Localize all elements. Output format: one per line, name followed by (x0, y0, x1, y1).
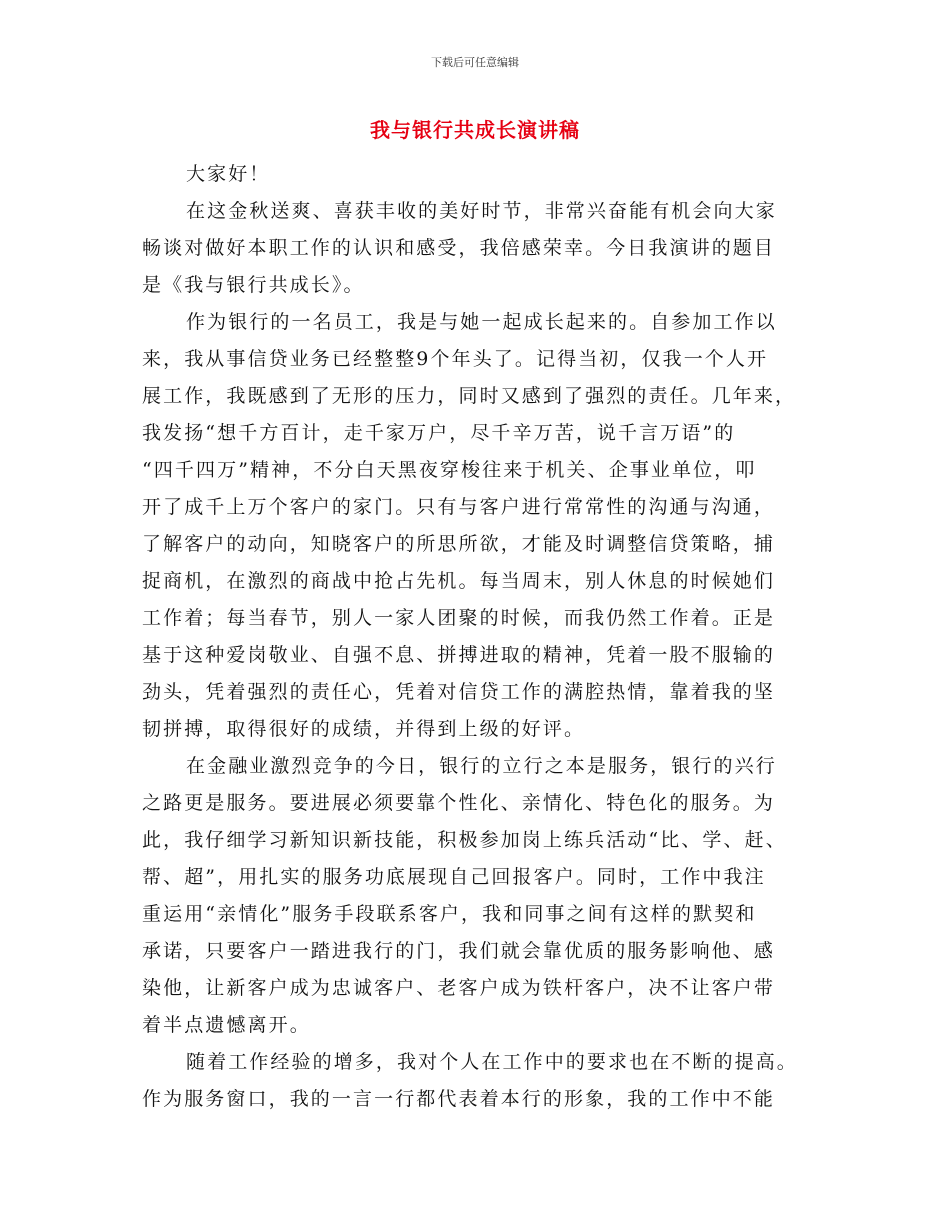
paragraph-2-line-9: 工作着；每当春节，别人一家人团聚的时候，而我仍然工作着。正是 (142, 607, 776, 629)
paragraph-3-line-6: 承诺，只要客户一踏进我行的门，我们就会靠优质的服务影响他、感 (142, 940, 776, 962)
paragraph-4-line-1: 随着工作经验的增多，我对个人在工作中的要求也在不断的提高。 (186, 1051, 798, 1073)
paragraph-2-line-11: 劲头，凭着强烈的责任心，凭着对信贷工作的满腔热情，靠着我的坚 (142, 681, 776, 703)
paragraph-3-line-7: 染他，让新客户成为忠诚客户、老客户成为铁杆客户，决不让客户带 (142, 977, 776, 999)
header-note: 下载后可任意编辑 (431, 56, 519, 69)
paragraph-2-line-6: 开了成千上万个客户的家门。只有与客户进行常常性的沟通与沟通， (142, 496, 776, 518)
paragraph-2-line-3: 展工作，我既感到了无形的压力，同时又感到了强烈的责任。几年来， (142, 385, 797, 407)
paragraph-3-line-2: 之路更是服务。要进展必须要靠个性化、亲情化、特色化的服务。为 (142, 792, 776, 814)
paragraph-4-line-2: 作为服务窗口，我的一言一行都代表着本行的形象，我的工作中不能 (142, 1088, 776, 1110)
paragraph-2-line-12: 韧拼搏，取得很好的成绩，并得到上级的好评。 (142, 718, 586, 740)
paragraph-2-line-1: 作为银行的一名员工，我是与她一起成长起来的。自参加工作以 (186, 311, 777, 333)
paragraph-2-line-10: 基于这种爱岗敬业、自强不息、拼搏进取的精神，凭着一股不服输的 (142, 644, 776, 666)
paragraph-2-line-5: “四千四万”精神，不分白天黑夜穿梭往来于机关、企事业单位，叩 (142, 459, 757, 481)
paragraph-3-line-1: 在金融业激烈竞争的今日，银行的立行之本是服务，银行的兴行 (186, 755, 777, 777)
paragraph-2-line-8: 捉商机，在激烈的商战中抢占先机。每当周末，别人休息的时候她们 (142, 570, 776, 592)
document-title: 我与银行共成长演讲稿 (370, 118, 580, 142)
paragraph-1-line-3: 是《我与银行共成长》。 (142, 274, 365, 296)
greeting-line: 大家好！ (186, 163, 271, 185)
speech-body (142, 156, 812, 1118)
paragraph-1-line-1: 在这金秋送爽、喜获丰收的美好时节，非常兴奋能有机会向大家 (186, 200, 777, 222)
paragraph-2-line-4: 我发扬“想千方百计，走千家万户，尽千辛万苦，说千言万语”的 (142, 422, 736, 444)
paragraph-3-line-4: 帮、超”，用扎实的服务功底展现自己回报客户。同时，工作中我注 (142, 866, 766, 888)
paragraph-3-line-3: 此，我仔细学习新知识新技能，积极参加岗上练兵活动“比、学、赶、 (142, 829, 787, 851)
paragraph-2-line-2: 来，我从事信贷业务已经整整9个年头了。记得当初，仅我一个人开 (142, 348, 769, 370)
paragraph-2-line-7: 了解客户的动向，知晓客户的所思所欲，才能及时调整信贷策略，捕 (142, 533, 776, 555)
paragraph-3-line-8: 着半点遗憾离开。 (142, 1014, 311, 1036)
paragraph-1-line-2: 畅谈对做好本职工作的认识和感受，我倍感荣幸。今日我演讲的题目 (142, 237, 776, 259)
paragraph-3-line-5: 重运用“亲情化”服务手段联系客户，我和同事之间有这样的默契和 (142, 903, 757, 925)
